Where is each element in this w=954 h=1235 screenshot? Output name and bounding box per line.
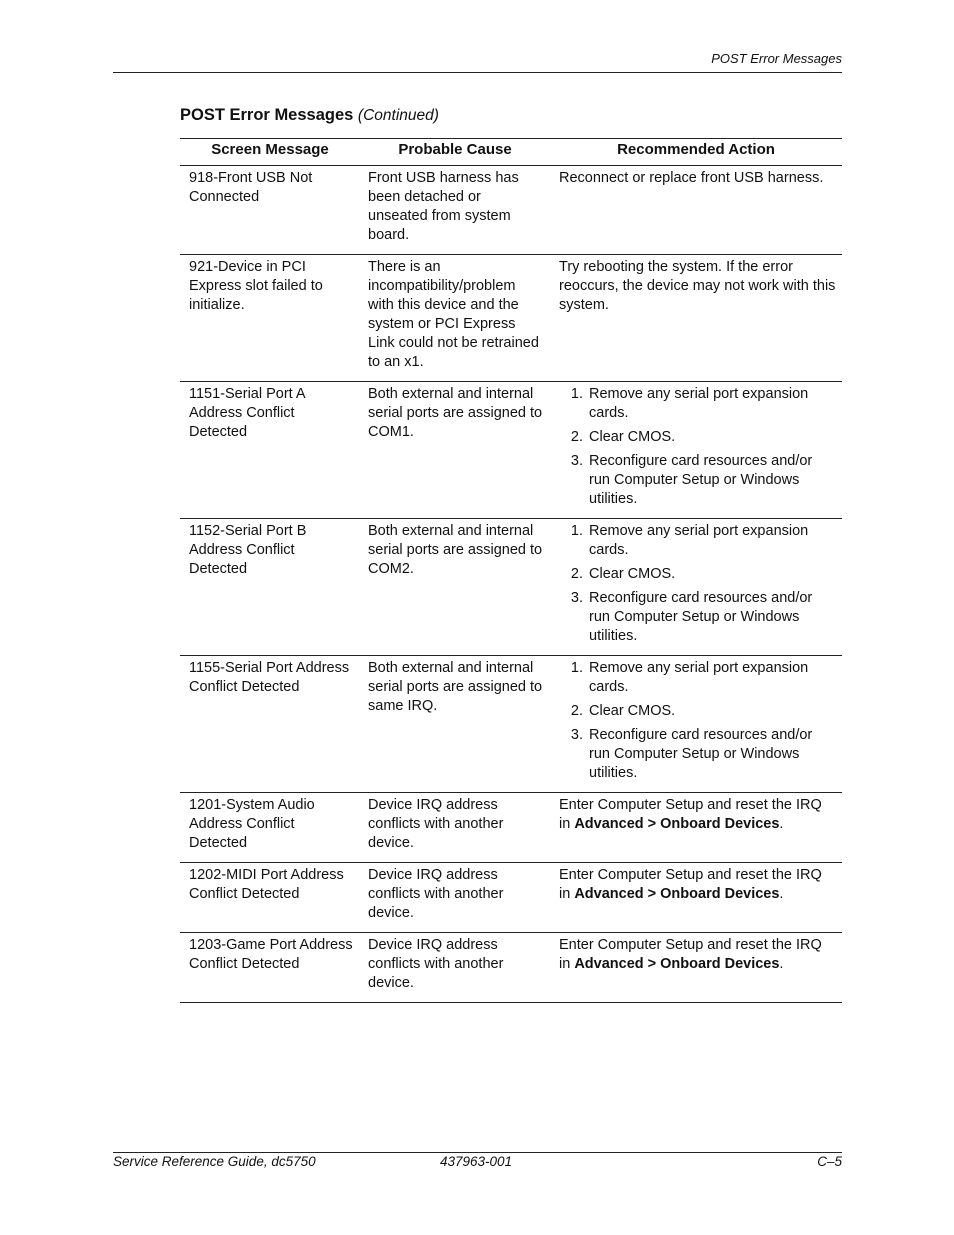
recommended-action-cell [550,863,842,933]
action-step: 1. Remove any serial port expansion cards. [587,659,836,697]
action-text-end: . [779,816,784,832]
action-step: 3. Reconfigure card resources and/or run Computer Setup or Windows utilities. [587,726,836,783]
probable-cause-cell: Front USB harness has been detached or unseated from system board. [360,166,550,255]
header-rule [113,72,842,73]
probable-cause-cell: Device IRQ address conflicts with another device. [360,863,550,933]
column-header-probable-cause: Probable Cause [360,139,550,166]
footer-page-number: C–5 [817,1154,842,1169]
screen-message-cell: 1202-MIDI Port Address Conflict Detected [180,863,360,933]
table-row [180,382,842,519]
table-row [180,519,842,656]
probable-cause-cell: Device IRQ address conflicts with another device. [360,793,550,863]
menu-path: Advanced > Onboard Devices [574,956,780,972]
action-steps-list [559,385,836,509]
footer-rule [113,1152,842,1153]
action-step: 2. Clear CMOS. [587,565,836,584]
table-row [180,656,842,793]
table-header-row [180,139,842,166]
table-row [180,933,842,1003]
action-text-end: . [779,956,784,972]
recommended-action-cell [550,519,842,656]
table-row [180,255,842,382]
screen-message-cell: 1203-Game Port Address Conflict Detected [180,933,360,1003]
screen-message-cell: 1201-System Audio Address Conflict Detected [180,793,360,863]
action-text: Enter Computer Setup and reset the IRQ in [559,797,822,832]
action-steps-list [559,659,836,783]
screen-message-cell: 921-Device in PCI Express slot failed to initialize. [180,255,360,382]
probable-cause-cell: Both external and internal serial ports are assigned to COM1. [360,382,550,519]
action-text-end: . [779,886,784,902]
table-title [180,106,439,125]
menu-path: Advanced > Onboard Devices [574,816,780,832]
recommended-action-cell [550,933,842,1003]
action-step: 1. Remove any serial port expansion cards. [587,522,836,560]
probable-cause-cell: Both external and internal serial ports are assigned to COM2. [360,519,550,656]
action-text: Enter Computer Setup and reset the IRQ in [559,937,822,972]
column-header-recommended-action: Recommended Action [550,139,842,166]
recommended-action-cell [550,793,842,863]
action-step: 3. Reconfigure card resources and/or run Computer Setup or Windows utilities. [587,452,836,509]
recommended-action-cell [550,656,842,793]
probable-cause-cell: Device IRQ address conflicts with another device. [360,933,550,1003]
action-step: 3. Reconfigure card resources and/or run Computer Setup or Windows utilities. [587,589,836,646]
screen-message-cell: 1152-Serial Port B Address Conflict Detected [180,519,360,656]
action-text: Enter Computer Setup and reset the IRQ in [559,867,822,902]
recommended-action-cell [550,382,842,519]
screen-message-cell: 1155-Serial Port Address Conflict Detected [180,656,360,793]
probable-cause-cell: There is an incompatibility/problem with this device and the system or PCI Express Link could not be retrained to an x1. [360,255,550,382]
column-header-screen-message: Screen Message [180,139,360,166]
footer-guide-title: Service Reference Guide, dc5750 [113,1154,316,1169]
action-steps-list [559,522,836,646]
footer-part-number: 437963-001 [440,1154,513,1169]
probable-cause-cell: Both external and internal serial ports are assigned to same IRQ. [360,656,550,793]
table-row [180,863,842,933]
table-title-main: POST Error Messages [180,106,354,124]
table-title-suffix: (Continued) [357,107,439,124]
table-row [180,793,842,863]
recommended-action-cell: Try rebooting the system. If the error reoccurs, the device may not work with this system. [550,255,842,382]
screen-message-cell: 918-Front USB Not Connected [180,166,360,255]
recommended-action-cell: Reconnect or replace front USB harness. [550,166,842,255]
screen-message-cell: 1151-Serial Port A Address Conflict Detected [180,382,360,519]
table-row [180,166,842,255]
menu-path: Advanced > Onboard Devices [574,886,780,902]
action-step: 1. Remove any serial port expansion cards. [587,385,836,423]
action-step: 2. Clear CMOS. [587,702,836,721]
running-header: POST Error Messages [711,51,842,66]
action-step: 2. Clear CMOS. [587,428,836,447]
post-error-table [180,138,842,1003]
